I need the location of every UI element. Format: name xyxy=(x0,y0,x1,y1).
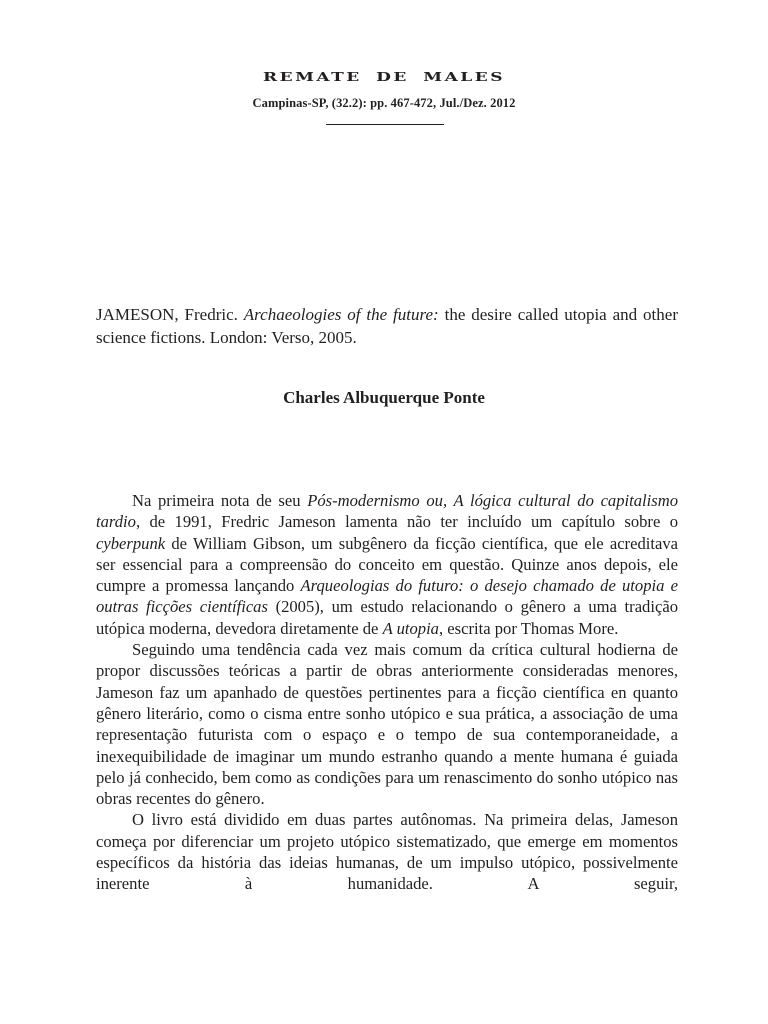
text-run: , escrita por Thomas More. xyxy=(438,618,619,638)
header-rule xyxy=(326,124,444,125)
reference-rest: the desire called utopia and other science fictions. London: Verso, 2005. xyxy=(96,305,678,347)
text-run: Na primeira nota de seu xyxy=(132,491,308,510)
text-run: , de 1991, Fredric Jameson lamenta não ter incluído um capítulo sobre o xyxy=(135,512,678,532)
journal-info: Campinas-SP, (32.2): pp. 467-472, Jul./Dez. 2012 xyxy=(252,96,516,110)
italic-run: A utopia xyxy=(382,618,439,638)
bibliographic-reference xyxy=(96,303,678,349)
text-run: de William Gibson, um subgênero da ficção científica, que ele acreditava ser essencial para a compreensão do conceito em questão. Quinze anos depois, ele cumpre a promessa lançando xyxy=(96,533,678,596)
italic-run: Arqueologias do futuro: o desejo chamado de utopia e outras ficções científicas xyxy=(96,576,678,617)
text-run: (2005), um estudo relacionando o gênero a uma tradição utópica moderna, devedora diretamente de xyxy=(96,597,678,638)
paragraph xyxy=(96,490,678,639)
italic-run: cyberpunk xyxy=(96,533,166,553)
review-author: Charles Albuquerque Ponte xyxy=(283,388,485,407)
reference-author: JAMESON, Fredric. xyxy=(96,305,238,324)
paragraph: Seguindo uma tendência cada vez mais comum da crítica cultural hodierna de propor discussões teóricas a partir de obras anteriormente consideradas menores, Jameson faz um apanhado de questões pertinentes para a ficção científica en quanto gênero literário, como o cisma entre sonho utópico e sua prática, a associação de uma representação futurista com o espaço e o tempo de sua contemporaneidade, a inexequibilidade de imaginar um mundo estranho quando a mente humana é guiada pelo já conhecido, bem como as condições para um renascimento do sonho utópico nas obras recentes do gênero. xyxy=(96,640,678,809)
paragraph: O livro está dividido em duas partes autônomas. Na primeira delas, Jameson começa por diferenciar um projeto utópico sistematizado, que emerge em momentos específicos da história das ideias humanas, de um impulso utópico, possivelmente inerente à humanidade. A seguir, xyxy=(96,810,678,894)
journal-title: REMATE DE MALES xyxy=(262,70,505,85)
reference-title: Archaeologies of the future: xyxy=(243,305,439,324)
body-text xyxy=(96,490,678,895)
italic-run: Pós-modernismo ou, A lógica cultural do capitalismo tardio xyxy=(96,491,678,532)
